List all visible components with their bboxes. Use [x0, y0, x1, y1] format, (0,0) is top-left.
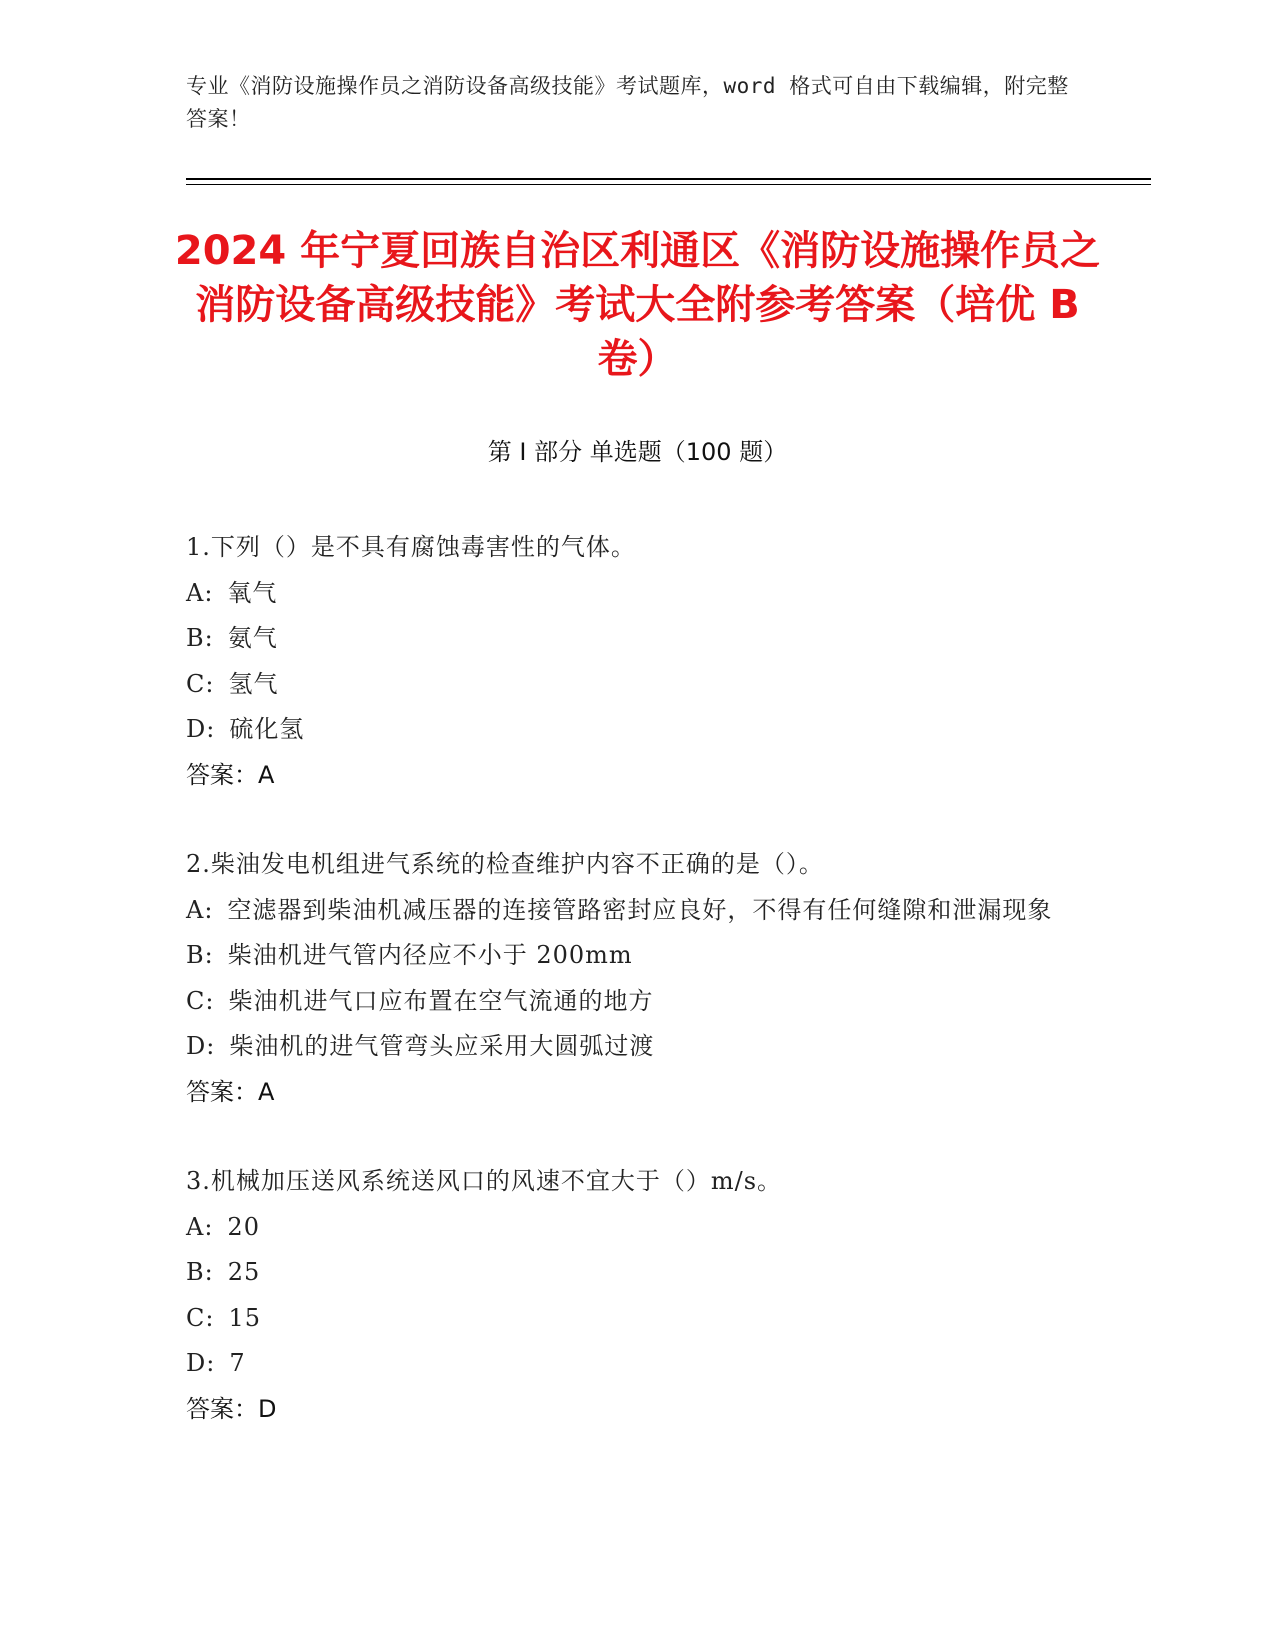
option-label: B: [186, 624, 214, 652]
option-text: 柴油机的进气管弯头应采用大圆弧过渡 [229, 1032, 655, 1060]
option-b [186, 933, 1086, 979]
option-c [186, 1296, 1086, 1342]
option-d [186, 1341, 1086, 1387]
document-title: 2024 年宁夏回族自治区利通区《消防设施操作员之消防设备高级技能》考试大全附参考答案（培优 B 卷） [174, 228, 1101, 382]
option-text: 20 [227, 1212, 260, 1241]
header-rule-thin [186, 184, 1151, 185]
answer-prefix: 答案： [186, 760, 258, 789]
option-label: C: [186, 986, 215, 1015]
option-label: D: [186, 1032, 216, 1060]
option-label: C: [186, 1303, 215, 1332]
answer-prefix: 答案： [186, 1077, 258, 1106]
option-text: 柴油机进气管内径应不小于 200mm [227, 941, 633, 969]
option-a [186, 571, 1086, 617]
option-b [186, 1250, 1086, 1296]
option-label: A: [186, 1212, 214, 1241]
answer-line [186, 753, 1086, 799]
question-list [186, 525, 1086, 1476]
option-label: D: [186, 1349, 216, 1377]
option-label: A: [186, 578, 214, 607]
header-note: 专业《消防设施操作员之消防设备高级技能》考试题库，word 格式可自由下载编辑，附完整答案！ [186, 74, 1069, 131]
answer-prefix: 答案： [186, 1394, 258, 1423]
option-text: 硫化氢 [229, 715, 305, 743]
question-stem: 2.柴油发电机组进气系统的检查维护内容不正确的是（）。 [186, 850, 824, 878]
option-text: 15 [228, 1303, 261, 1332]
answer-value: A [258, 1077, 275, 1106]
option-text: 氧气 [227, 578, 278, 607]
option-a [186, 1205, 1086, 1251]
question-stem: 1.下列（）是不具有腐蚀毒害性的气体。 [186, 533, 636, 561]
answer-line [186, 1070, 1086, 1116]
option-text: 柴油机进气口应布置在空气流通的地方 [228, 986, 654, 1015]
option-b [186, 616, 1086, 662]
option-label: B: [186, 941, 214, 969]
question-1 [186, 525, 1086, 798]
option-c [186, 979, 1086, 1025]
section-title: 第 I 部分 单选题（100 题） [487, 438, 788, 466]
option-label: A: [186, 895, 214, 924]
question-stem: 3.机械加压送风系统送风口的风速不宜大于（）m/s。 [186, 1167, 783, 1195]
option-d [186, 707, 1086, 753]
option-a [186, 888, 1086, 934]
option-label: C: [186, 669, 215, 698]
answer-value: D [258, 1394, 277, 1423]
option-c [186, 662, 1086, 708]
answer-value: A [258, 760, 275, 789]
option-d [186, 1024, 1086, 1070]
answer-line [186, 1387, 1086, 1433]
option-text: 7 [229, 1349, 246, 1377]
option-label: D: [186, 715, 216, 743]
option-text: 空滤器到柴油机减压器的连接管路密封应良好，不得有任何缝隙和泄漏现象 [227, 895, 1053, 924]
option-label: B: [186, 1258, 214, 1286]
option-text: 氨气 [227, 624, 278, 652]
question-2 [186, 842, 1086, 1115]
option-text: 氢气 [228, 669, 279, 698]
option-text: 25 [227, 1258, 261, 1286]
header-rule-thick [186, 178, 1151, 180]
question-3 [186, 1159, 1086, 1432]
